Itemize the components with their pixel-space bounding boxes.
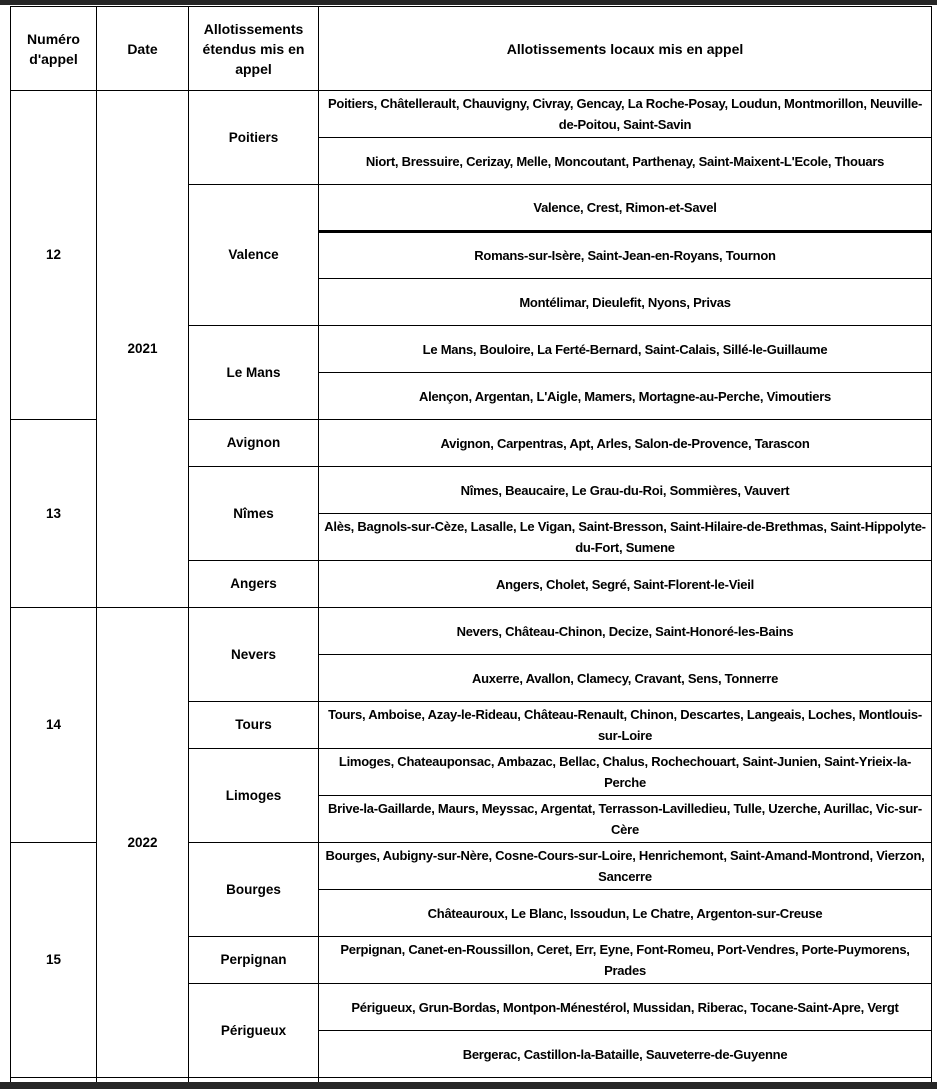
cell-date-2022: 2022 bbox=[97, 608, 189, 1078]
allotissements-table bbox=[10, 6, 932, 1089]
cell-numero-14: 14 bbox=[11, 608, 97, 843]
cell-etendu-tours: Tours bbox=[189, 702, 319, 749]
cell-locaux-avignon-1: Avignon, Carpentras, Apt, Arles, Salon-de-Provence, Tarascon bbox=[319, 420, 932, 467]
cell-locaux-nimes-2: Alès, Bagnols-sur-Cèze, Lasalle, Le Vigan, Saint-Bresson, Saint-Hilaire-de-Brethmas, Saint-Hippolyte-du-Fort, Sumene bbox=[319, 514, 932, 561]
cell-numero-12: 12 bbox=[11, 91, 97, 420]
table-row bbox=[11, 91, 932, 138]
cell-etendu-nimes: Nîmes bbox=[189, 467, 319, 561]
cell-locaux-perigueux-1: Périgueux, Grun-Bordas, Montpon-Ménestérol, Mussidan, Riberac, Tocane-Saint-Apre, Vergt bbox=[319, 984, 932, 1031]
cell-etendu-angers: Angers bbox=[189, 561, 319, 608]
cell-locaux-limoges-1: Limoges, Chateauponsac, Ambazac, Bellac, Chalus, Rochechouart, Saint-Junien, Saint-Yrieix-la-Perche bbox=[319, 749, 932, 796]
cell-locaux-perpignan-1: Perpignan, Canet-en-Roussillon, Ceret, Err, Eyne, Font-Romeu, Port-Vendres, Porte-Puymorens, Prades bbox=[319, 937, 932, 984]
page-bottom-edge bbox=[0, 1082, 937, 1089]
cell-numero-15: 15 bbox=[11, 843, 97, 1078]
cell-etendu-perigueux: Périgueux bbox=[189, 984, 319, 1078]
cell-locaux-angers-1: Angers, Cholet, Segré, Saint-Florent-le-Vieil bbox=[319, 561, 932, 608]
cell-locaux-valence-2: Romans-sur-Isère, Saint-Jean-en-Royans, Tournon bbox=[319, 232, 932, 279]
cell-locaux-valence-1 bbox=[319, 185, 932, 232]
page-break-line-overhang bbox=[931, 229, 932, 232]
cell-locaux-valence-3: Montélimar, Dieulefit, Nyons, Privas bbox=[319, 279, 932, 326]
cell-locaux-perigueux-2: Bergerac, Castillon-la-Bataille, Sauveterre-de-Guyenne bbox=[319, 1031, 932, 1078]
cell-locaux-nevers-2: Auxerre, Avallon, Clamecy, Cravant, Sens, Tonnerre bbox=[319, 655, 932, 702]
header-numero-appel: Numéro d'appel bbox=[11, 7, 97, 91]
cell-locaux-poitiers-2: Niort, Bressuire, Cerizay, Melle, Moncoutant, Parthenay, Saint-Maixent-L'Ecole, Thouars bbox=[319, 138, 932, 185]
cell-numero-13: 13 bbox=[11, 420, 97, 608]
cell-locaux-limoges-2: Brive-la-Gaillarde, Maurs, Meyssac, Argentat, Terrasson-Lavilledieu, Tulle, Uzerche, Aurillac, Vic-sur-Cère bbox=[319, 796, 932, 843]
header-row bbox=[11, 7, 932, 91]
cell-locaux-nimes-1: Nîmes, Beaucaire, Le Grau-du-Roi, Sommières, Vauvert bbox=[319, 467, 932, 514]
cell-etendu-bourges: Bourges bbox=[189, 843, 319, 937]
cell-locaux-nevers-1: Nevers, Château-Chinon, Decize, Saint-Honoré-les-Bains bbox=[319, 608, 932, 655]
cell-etendu-le-mans: Le Mans bbox=[189, 326, 319, 420]
header-locaux: Allotissements locaux mis en appel bbox=[319, 7, 932, 91]
cell-etendu-poitiers: Poitiers bbox=[189, 91, 319, 185]
cell-locaux-bourges-2: Châteauroux, Le Blanc, Issoudun, Le Chatre, Argenton-sur-Creuse bbox=[319, 890, 932, 937]
cell-locaux-tours-1: Tours, Amboise, Azay-le-Rideau, Château-Renault, Chinon, Descartes, Langeais, Loches, Montlouis-sur-Loire bbox=[319, 702, 932, 749]
cell-locaux-bourges-1: Bourges, Aubigny-sur-Nère, Cosne-Cours-sur-Loire, Henrichemont, Saint-Amand-Montrond, Vierzon, Sancerre bbox=[319, 843, 932, 890]
cell-etendu-nevers: Nevers bbox=[189, 608, 319, 702]
cell-etendu-limoges: Limoges bbox=[189, 749, 319, 843]
header-date: Date bbox=[97, 7, 189, 91]
cell-locaux-poitiers-1: Poitiers, Châtellerault, Chauvigny, Civray, Gencay, La Roche-Posay, Loudun, Montmorillon, Neuville-de-Poitou, Saint-Savin bbox=[319, 91, 932, 138]
header-etendus: Allotissements étendus mis en appel bbox=[189, 7, 319, 91]
table-row bbox=[11, 608, 932, 655]
cell-etendu-valence: Valence bbox=[189, 185, 319, 326]
page-top-edge bbox=[0, 0, 937, 5]
cell-etendu-perpignan: Perpignan bbox=[189, 937, 319, 984]
cell-etendu-avignon: Avignon bbox=[189, 420, 319, 467]
cell-date-2021: 2021 bbox=[97, 91, 189, 608]
cell-locaux-le-mans-1: Le Mans, Bouloire, La Ferté-Bernard, Saint-Calais, Sillé-le-Guillaume bbox=[319, 326, 932, 373]
cell-locaux-le-mans-2: Alençon, Argentan, L'Aigle, Mamers, Mortagne-au-Perche, Vimoutiers bbox=[319, 373, 932, 420]
locaux-text: Valence, Crest, Rimon-et-Savel bbox=[533, 200, 717, 215]
